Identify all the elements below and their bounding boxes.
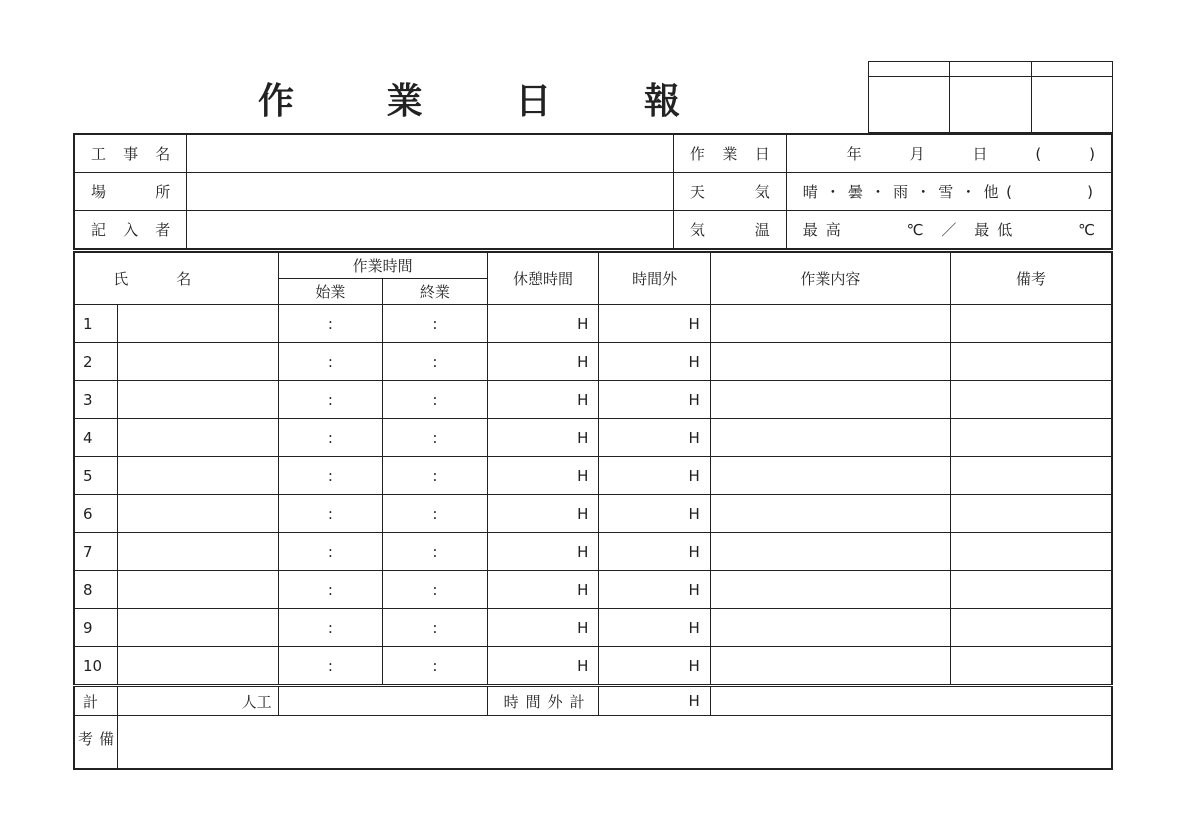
notes-cell[interactable] [950,419,1112,457]
table-row [74,457,1112,495]
table-row [74,343,1112,381]
work-content-cell[interactable] [710,305,950,343]
year-label: 年 [846,145,862,163]
row-number: 2 [74,343,118,381]
overtime-cell[interactable]: H [599,533,710,571]
page-title [240,70,700,126]
end-time-cell[interactable]: : [383,305,487,343]
work-content-cell[interactable] [710,457,950,495]
col-header-start: 始業 [278,279,382,305]
work-content-cell[interactable] [710,343,950,381]
construction-name-label: 工事名 [74,134,187,173]
worker-name-cell[interactable] [118,305,279,343]
overtime-cell[interactable]: H [599,571,710,609]
end-time-cell[interactable]: : [383,381,487,419]
col-header-break-time: 休憩時間 [487,252,599,305]
start-time-cell[interactable]: : [278,381,382,419]
location-label: 場所 [74,173,187,211]
overtime-cell[interactable]: H [599,647,710,686]
title-char: 日 [515,80,554,122]
work-content-cell[interactable] [710,419,950,457]
remarks-label: 備考 [76,730,115,754]
temp-high-unit: ℃ [906,220,924,239]
col-header-work-content: 作業内容 [710,252,950,305]
temp-low-label: 最低 [974,221,1021,239]
break-time-cell[interactable]: H [487,647,599,686]
notes-cell[interactable] [950,305,1112,343]
overtime-cell[interactable]: H [599,457,710,495]
worker-name-cell[interactable] [118,381,279,419]
worker-name-cell[interactable] [118,495,279,533]
overtime-total-field[interactable]: H [599,686,710,716]
work-date-label: 作業日 [673,134,786,173]
weather-dot: ・ [915,183,931,201]
end-time-cell[interactable]: : [383,647,487,686]
stamp-cell[interactable] [1031,77,1112,133]
weather-dot: ・ [960,183,976,201]
remarks-field[interactable] [118,716,1113,770]
weekday-close-paren: ) [1089,144,1095,163]
table-row [74,495,1112,533]
work-content-cell[interactable] [710,381,950,419]
end-time-cell[interactable]: : [383,533,487,571]
notes-cell[interactable] [950,609,1112,647]
start-time-cell[interactable]: : [278,419,382,457]
row-number: 9 [74,609,118,647]
worker-days-total-field[interactable] [118,686,279,716]
work-content-cell[interactable] [710,647,950,686]
weather-cloudy[interactable]: 曇 [847,183,863,201]
row-number: 10 [74,647,118,686]
row-number: 7 [74,533,118,571]
temperature-field[interactable] [786,211,1112,250]
blank-total-cell[interactable] [278,686,487,716]
totals-blank-cell[interactable] [710,686,1112,716]
total-label: 計 [74,686,118,716]
remarks-row [74,716,1112,770]
day-label: 日 [972,145,988,163]
worker-name-cell[interactable] [118,609,279,647]
notes-cell[interactable] [950,647,1112,686]
start-time-cell[interactable]: : [278,609,382,647]
overtime-cell[interactable]: H [599,343,710,381]
month-label: 月 [909,145,925,163]
table-row [74,647,1112,686]
notes-cell[interactable] [950,495,1112,533]
overtime-cell[interactable]: H [599,419,710,457]
overtime-cell[interactable]: H [599,609,710,647]
break-time-cell[interactable]: H [487,419,599,457]
start-time-cell[interactable]: : [278,647,382,686]
col-header-work-time: 作業時間 [278,252,487,279]
notes-cell[interactable] [950,381,1112,419]
title-char: 作 [258,80,297,122]
break-time-cell[interactable]: H [487,495,599,533]
weather-other[interactable]: 他 [983,183,999,201]
weather-rain[interactable]: 雨 [893,183,909,201]
start-time-cell[interactable]: : [278,533,382,571]
temp-low-unit: ℃ [1078,220,1095,239]
notes-cell[interactable] [950,457,1112,495]
end-time-cell[interactable]: : [383,495,487,533]
weather-open-paren: ( [1006,182,1012,201]
col-header-overtime: 時間外 [599,252,710,305]
end-time-cell[interactable]: : [383,343,487,381]
weather-close-paren: ) [1087,182,1093,201]
weekday-open-paren: ( [1035,144,1042,163]
end-time-cell[interactable]: : [383,457,487,495]
notes-cell[interactable] [950,571,1112,609]
row-number: 5 [74,457,118,495]
worker-name-cell[interactable] [118,571,279,609]
row-number: 3 [74,381,118,419]
table-row [74,419,1112,457]
work-record-table [73,251,1113,770]
weather-dot: ・ [825,183,841,201]
worker-days-unit: 人工 [241,692,272,711]
totals-row [74,686,1112,716]
col-header-notes: 備考 [950,252,1112,305]
break-time-cell[interactable]: H [487,343,599,381]
start-time-cell[interactable]: : [278,305,382,343]
temp-high-label: 最高 [802,221,849,239]
end-time-cell[interactable]: : [383,609,487,647]
col-header-end: 終業 [383,279,487,305]
end-time-cell[interactable]: : [383,419,487,457]
row-number: 1 [74,305,118,343]
work-content-cell[interactable] [710,533,950,571]
row-number: 8 [74,571,118,609]
header-info-table [73,133,1113,250]
work-content-cell[interactable] [710,495,950,533]
weather-sunny[interactable]: 晴 [802,183,818,201]
table-row [74,381,1112,419]
start-time-cell[interactable]: : [278,495,382,533]
row-number: 6 [74,495,118,533]
approval-stamp-boxes [868,61,1113,133]
start-time-cell[interactable]: : [278,571,382,609]
break-time-cell[interactable]: H [487,457,599,495]
weather-label: 天気 [673,173,786,211]
start-time-cell[interactable]: : [278,457,382,495]
stamp-cell[interactable] [869,77,950,133]
stamp-cell[interactable] [950,77,1031,133]
overtime-cell[interactable]: H [599,305,710,343]
stamp-header-cell[interactable] [1031,62,1112,77]
end-time-cell[interactable]: : [383,571,487,609]
notes-cell[interactable] [950,343,1112,381]
temperature-label: 気温 [673,211,786,250]
break-time-cell[interactable]: H [487,533,599,571]
notes-cell[interactable] [950,533,1112,571]
table-row [74,571,1112,609]
worker-name-cell[interactable] [118,533,279,571]
worker-name-cell[interactable] [118,647,279,686]
overtime-cell[interactable]: H [599,381,710,419]
worker-name-cell[interactable] [118,419,279,457]
table-row [74,305,1112,343]
row-number: 4 [74,419,118,457]
construction-name-field[interactable] [187,134,674,173]
worker-name-cell[interactable] [118,457,279,495]
weather-snow[interactable]: 雪 [938,183,954,201]
col-header-name: 氏名 [74,252,278,305]
title-char: 業 [386,80,425,122]
break-time-cell[interactable]: H [487,609,599,647]
break-time-cell[interactable]: H [487,381,599,419]
weather-dot: ・ [870,183,886,201]
overtime-total-label: 時間外計 [487,686,599,716]
location-field[interactable] [187,173,674,211]
work-content-cell[interactable] [710,571,950,609]
stamp-header-cell[interactable] [950,62,1031,77]
stamp-header-cell[interactable] [869,62,950,77]
title-char: 報 [643,80,682,122]
start-time-cell[interactable]: : [278,343,382,381]
break-time-cell[interactable]: H [487,571,599,609]
overtime-cell[interactable]: H [599,495,710,533]
break-time-cell[interactable]: H [487,305,599,343]
writer-label: 記入者 [74,211,187,250]
worker-name-cell[interactable] [118,343,279,381]
work-date-field[interactable] [786,134,1112,173]
table-row [74,533,1112,571]
work-content-cell[interactable] [710,609,950,647]
temp-separator: ／ [941,221,957,239]
table-row [74,609,1112,647]
weather-field[interactable] [786,173,1112,211]
remarks-label-cell [74,716,118,770]
writer-field[interactable] [187,211,674,250]
